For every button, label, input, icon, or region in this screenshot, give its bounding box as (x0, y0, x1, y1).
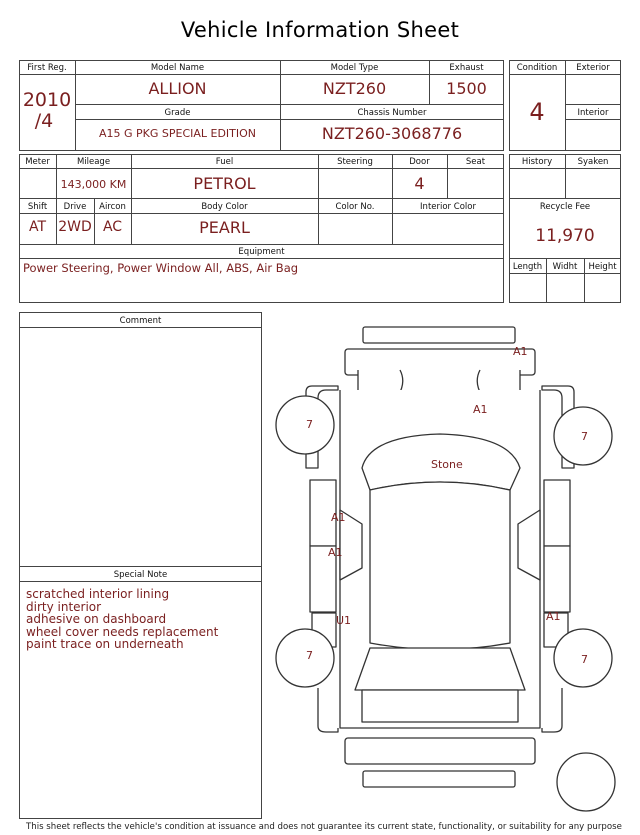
grade-value: A15 G PKG SPECIAL EDITION (98, 127, 257, 140)
page-title: Vehicle Information Sheet (180, 18, 460, 42)
equipment-label: Equipment (238, 247, 285, 257)
meter-label: Meter (25, 157, 50, 167)
model-name-value: ALLION (148, 79, 207, 98)
rear-left-wheel (276, 629, 334, 687)
mark-front-left-wheel: 7 (306, 418, 313, 431)
front-bumper-strip (363, 327, 515, 343)
comment-label: Comment (119, 316, 162, 326)
rear-window (355, 648, 525, 690)
right-front-door-panel (544, 480, 570, 546)
first-reg-label: First Reg. (27, 63, 67, 73)
condition-label: Condition (516, 63, 558, 73)
width-label: Widht (552, 262, 578, 272)
exhaust-value: 1500 (446, 79, 487, 98)
seat-label: Seat (465, 157, 486, 167)
mark-front-bumper: A1 (513, 345, 528, 358)
special-note-item: dirty interior (26, 599, 102, 614)
model-type-label: Model Type (330, 63, 379, 73)
mark-left-rear-door: A1 (328, 546, 343, 559)
steering-label: Steering (337, 157, 373, 167)
right-rear-fender (542, 688, 562, 732)
special-note-label: Special Note (113, 570, 168, 580)
special-note-item: scratched interior lining (26, 587, 170, 601)
mileage-label: Mileage (76, 157, 111, 167)
mark-left-rear-quarter: U1 (336, 614, 352, 627)
front-left-wheel (276, 396, 334, 454)
mark-rear-left-wheel: 7 (306, 649, 313, 662)
special-note-item: paint trace on underneath (26, 637, 184, 651)
exterior-label: Exterior (576, 63, 610, 73)
mileage-value: 143,000 KM (60, 178, 127, 191)
mark-left-front-door: A1 (331, 511, 346, 524)
length-label: Length (512, 262, 543, 272)
mark-rear-right-wheel: 7 (581, 653, 588, 666)
aircon-value: AC (102, 219, 123, 235)
mark-right-rear-quarter: A1 (546, 610, 561, 623)
mark-front-right-wheel: 7 (581, 430, 588, 443)
height-label: Height (588, 262, 617, 272)
spare-wheel (557, 753, 615, 811)
body-color-label: Body Color (201, 202, 248, 212)
special-notes-list (26, 588, 218, 651)
mark-windshield: Stone (431, 458, 463, 471)
shift-value: AT (28, 219, 47, 235)
fuel-label: Fuel (215, 157, 234, 167)
color-no-label: Color No. (335, 202, 375, 212)
disclaimer-footer: This sheet reflects the vehicle's condition at issuance and does not guarantee its current state, functionality, or suitability for any purpose (26, 822, 622, 832)
rear-bumper-strip (363, 771, 515, 787)
body-color-value: PEARL (199, 218, 250, 237)
chassis-number-label: Chassis Number (357, 108, 427, 118)
drive-label: Drive (63, 202, 87, 212)
recycle-fee-label: Recycle Fee (539, 202, 591, 212)
interior-label: Interior (577, 108, 609, 118)
roof (370, 482, 510, 650)
door-value: 4 (414, 174, 425, 193)
trunk-lid (362, 690, 518, 722)
aircon-label: Aircon (99, 202, 126, 212)
exhaust-label: Exhaust (449, 63, 484, 73)
special-note-item: wheel cover needs replacement (26, 624, 219, 639)
fuel-value: PETROL (193, 174, 256, 193)
chassis-number-value: NZT260-3068776 (321, 124, 463, 143)
model-type-value: NZT260 (322, 79, 387, 98)
mark-hood: A1 (473, 403, 488, 416)
right-rear-door-panel (544, 546, 570, 612)
first-reg-month: /4 (34, 110, 54, 132)
shift-label: Shift (27, 202, 48, 212)
recycle-fee-value: 11,970 (535, 226, 595, 246)
history-label: History (521, 157, 553, 167)
condition-value: 4 (529, 98, 545, 126)
door-label: Door (409, 157, 430, 167)
syaken-label: Syaken (577, 157, 609, 167)
drive-value: 2WD (58, 219, 92, 235)
left-rear-fender (318, 688, 338, 732)
first-reg-year: 2010 (22, 89, 72, 111)
car-damage-diagram (270, 318, 630, 818)
interior-color-label: Interior Color (420, 202, 476, 212)
rear-bumper (345, 738, 535, 764)
model-name-label: Model Name (150, 63, 205, 73)
grade-label: Grade (164, 108, 191, 118)
special-note-item: adhesive on dashboard (26, 612, 167, 626)
equipment-value: Power Steering, Power Window All, ABS, Air Bag (23, 261, 299, 275)
